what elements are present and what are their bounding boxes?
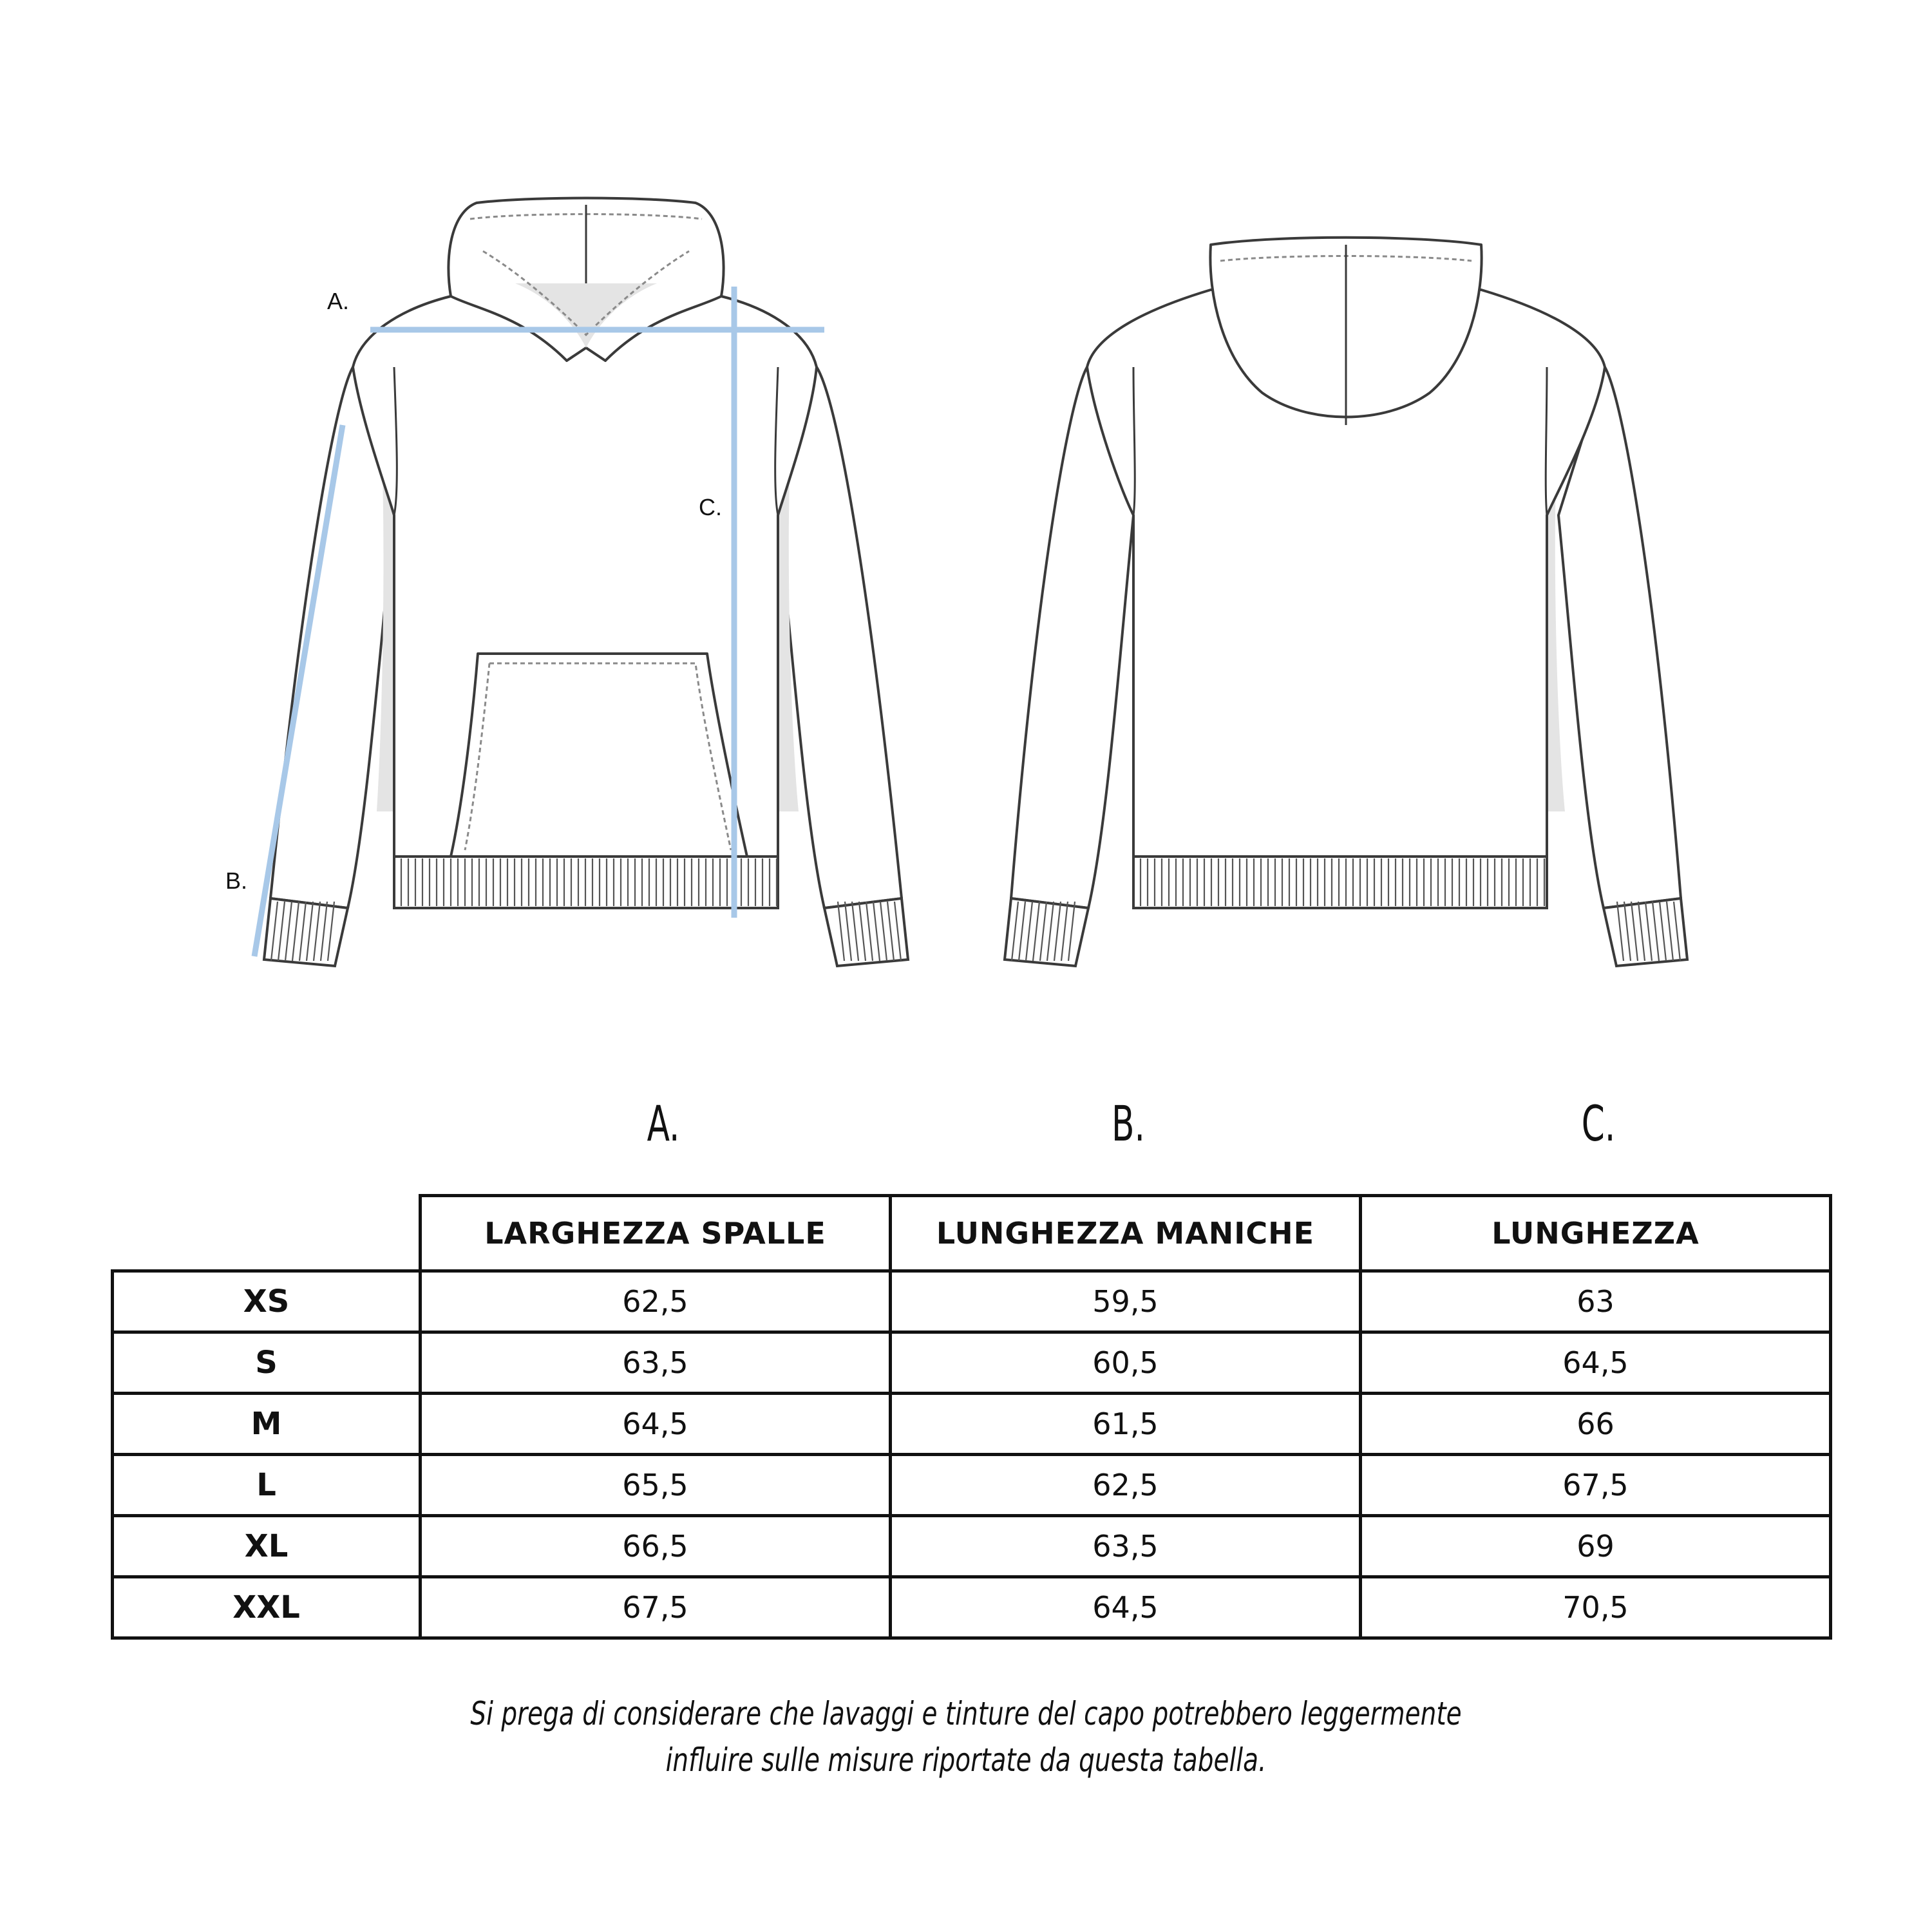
measure-label-b: B. — [225, 867, 248, 894]
table-row — [113, 1577, 1831, 1638]
table-cell: 69 — [1361, 1516, 1831, 1577]
column-letter-c: C. — [1581, 1095, 1616, 1152]
table-row — [113, 1271, 1831, 1332]
header-lunghezza: LUNGHEZZA — [1361, 1196, 1831, 1271]
table-cell: 64,5 — [891, 1577, 1361, 1638]
table-cell: 63,5 — [421, 1332, 891, 1394]
table-cell: 66,5 — [421, 1516, 891, 1577]
hoodie-back-view — [1005, 238, 1687, 966]
table-cell: 59,5 — [891, 1271, 1361, 1332]
table-cell: 62,5 — [891, 1455, 1361, 1516]
size-label: XXL — [113, 1577, 421, 1638]
footnote-line-2: influire sulle misure riportate da questa tabella. — [665, 1741, 1267, 1779]
table-cell: 64,5 — [421, 1394, 891, 1455]
table-cell: 63,5 — [891, 1516, 1361, 1577]
table-corner-cell — [113, 1196, 421, 1271]
measure-label-a: A. — [327, 288, 350, 314]
measure-label-c: C. — [699, 494, 722, 520]
table-cell: 60,5 — [891, 1332, 1361, 1394]
column-letter-a: A. — [647, 1095, 680, 1152]
table-cell: 70,5 — [1361, 1577, 1831, 1638]
column-letter-b: B. — [1112, 1095, 1145, 1152]
table-row — [113, 1455, 1831, 1516]
table-cell: 66 — [1361, 1394, 1831, 1455]
size-chart-table — [111, 1194, 1832, 1640]
header-larghezza-spalle: LARGHEZZA SPALLE — [421, 1196, 891, 1271]
size-label: XL — [113, 1516, 421, 1577]
header-lunghezza-maniche: LUNGHEZZA MANICHE — [891, 1196, 1361, 1271]
table-cell: 67,5 — [1361, 1455, 1831, 1516]
table-header-row — [113, 1196, 1831, 1271]
size-label: L — [113, 1455, 421, 1516]
size-label: S — [113, 1332, 421, 1394]
table-cell: 63 — [1361, 1271, 1831, 1332]
table-cell: 65,5 — [421, 1455, 891, 1516]
table-row — [113, 1332, 1831, 1394]
table-cell: 61,5 — [891, 1394, 1361, 1455]
table-cell: 67,5 — [421, 1577, 891, 1638]
footnote-line-1: Si prega di considerare che lavaggi e tinture del capo potrebbero leggermente — [470, 1695, 1462, 1732]
table-row — [113, 1516, 1831, 1577]
footnote — [464, 1690, 1468, 1783]
table-cell: 62,5 — [421, 1271, 891, 1332]
size-label: XS — [113, 1271, 421, 1332]
table-row — [113, 1394, 1831, 1455]
size-label: M — [113, 1394, 421, 1455]
table-cell: 64,5 — [1361, 1332, 1831, 1394]
hoodie-front-view — [264, 198, 908, 967]
